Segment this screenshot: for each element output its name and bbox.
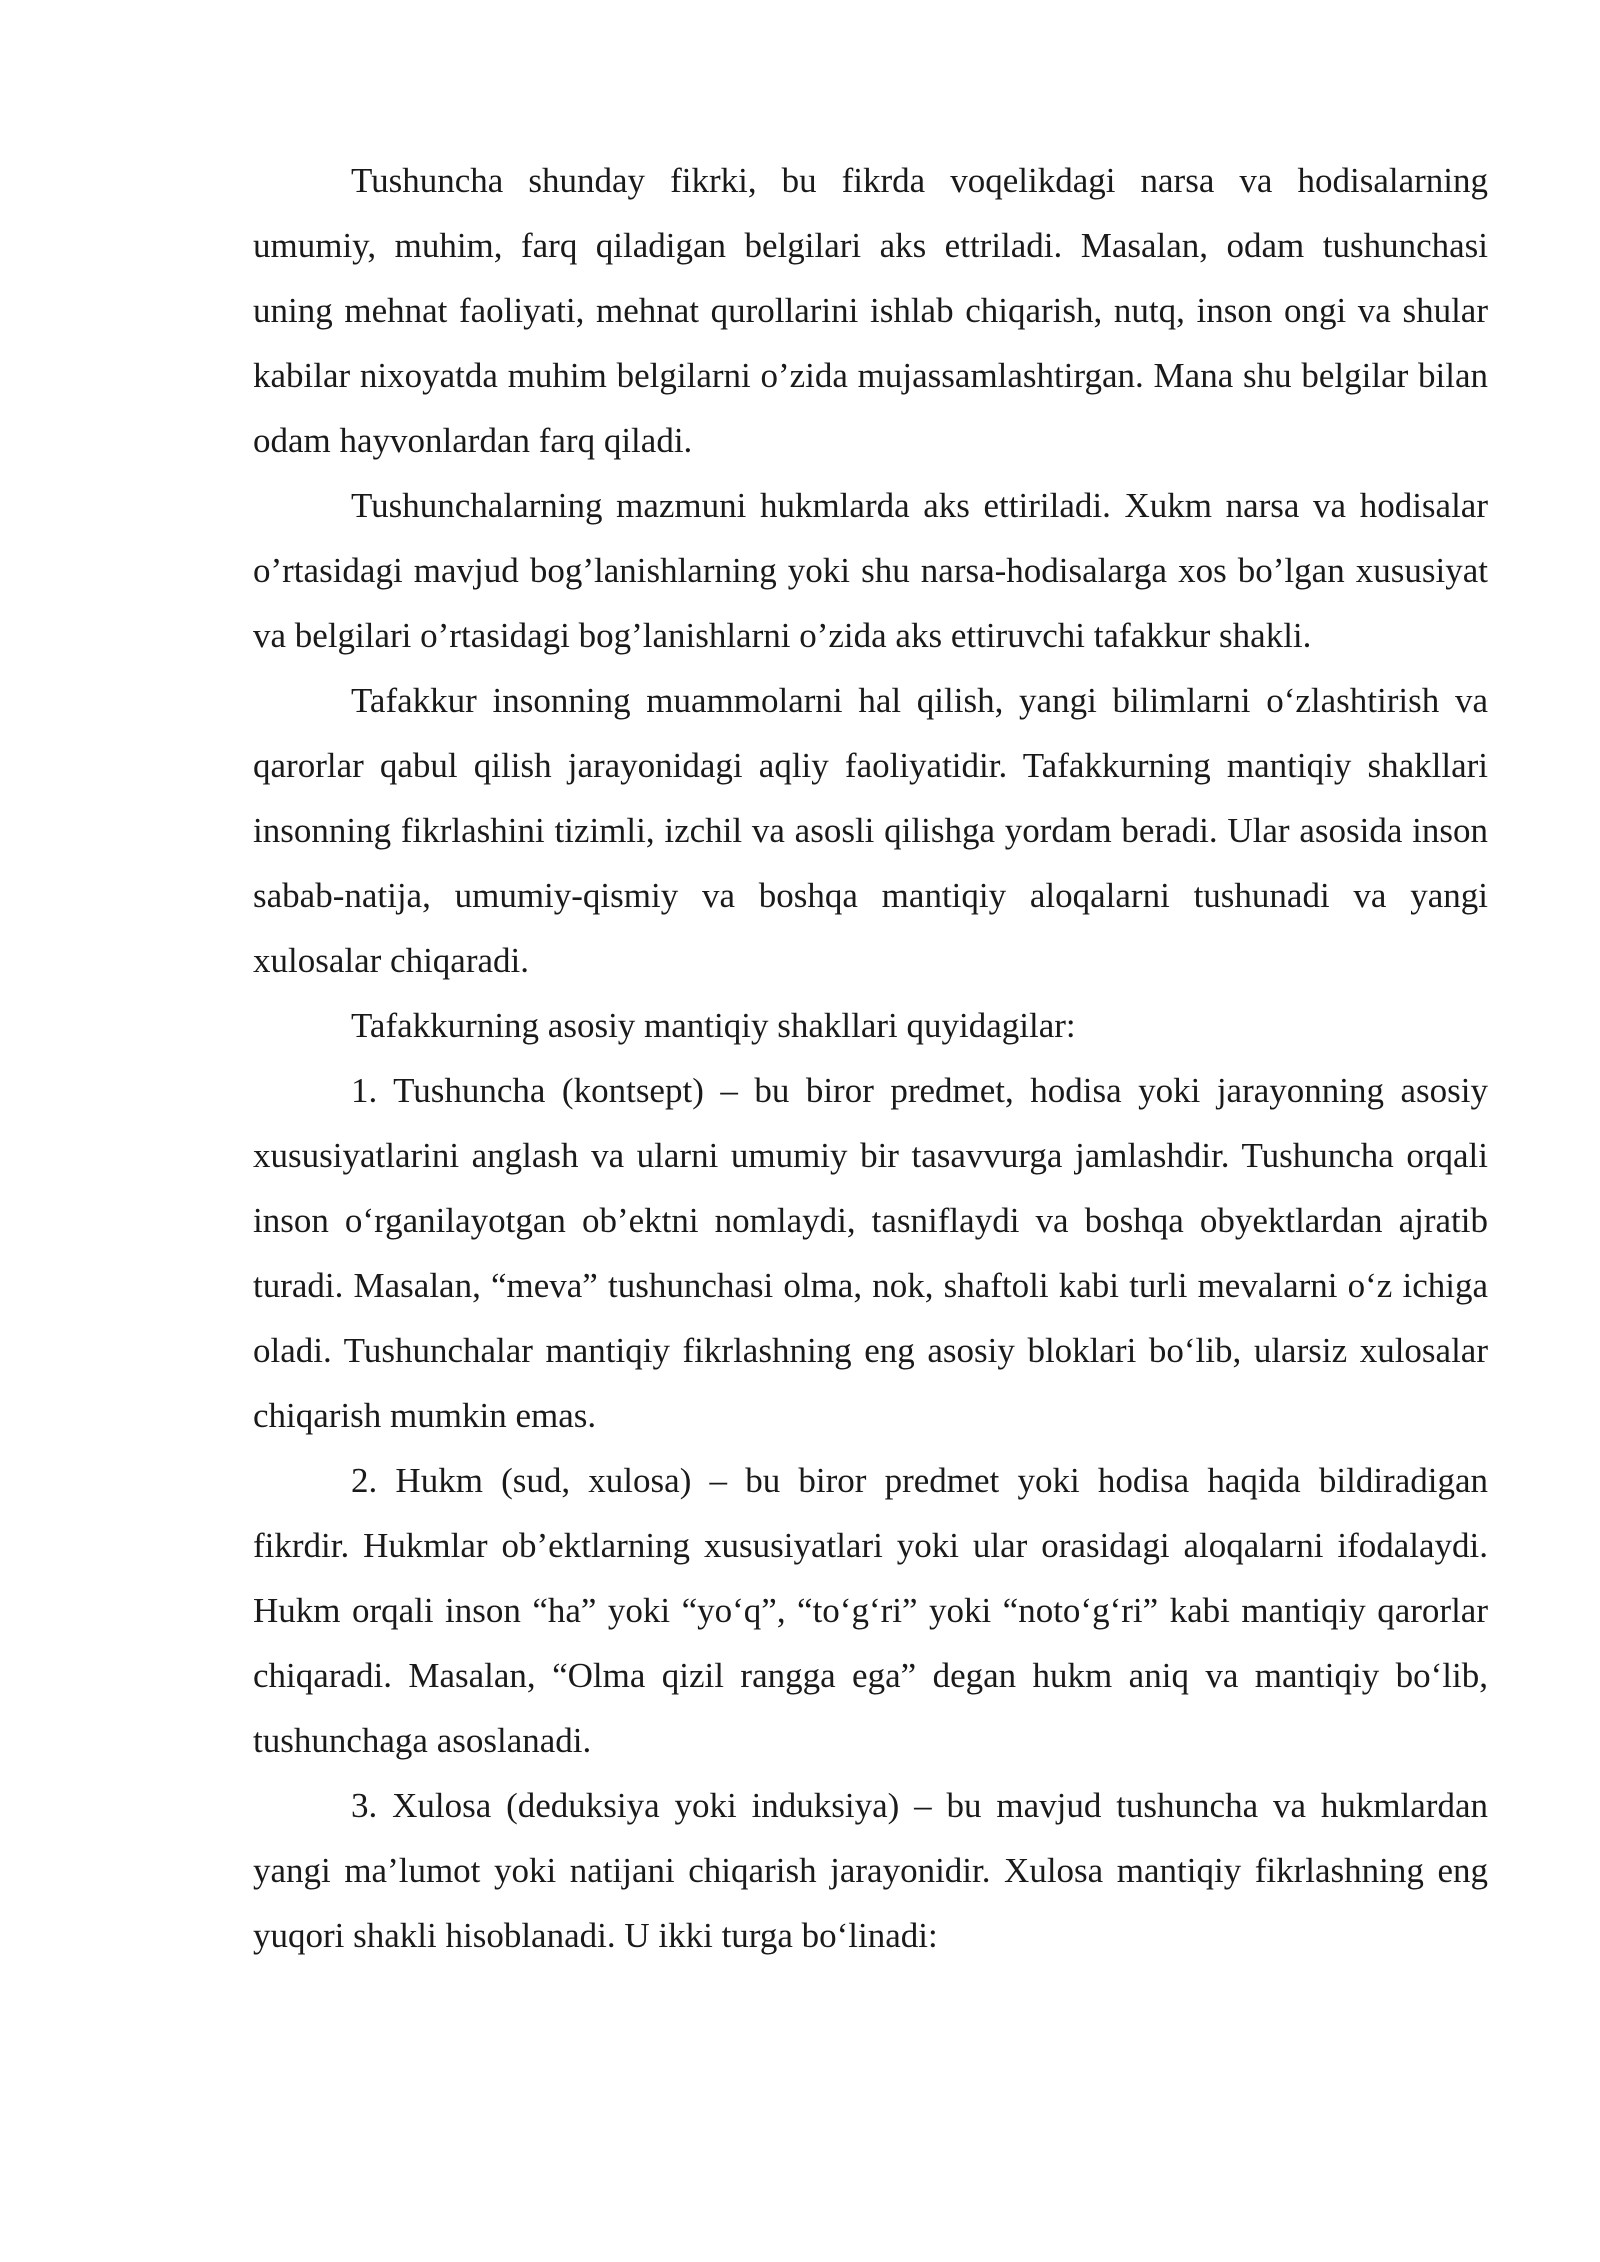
list-item-hukm: 2. Hukm (sud, xulosa) – bu biror predmet yoki hodisa haqida bildiradigan fikrdir. Hukmlar ob’ektlarning xususiyatlari yoki ular orasidagi aloqalarni ifodalaydi. Hukm orqali inson “ha” yoki “yo‘q”, “to‘g‘ri” yoki “noto‘g‘ri” kabi mantiqiy qarorlar chiqaradi. Masalan, “Olma qizil rangga ega” degan hukm aniq va mantiqiy bo‘lib, tushunchaga asoslanadi.	[253, 1461, 1488, 1760]
paragraph-tafakkur: Tafakkur insonning muammolarni hal qilish, yangi bilimlarni o‘zlashtirish va qarorlar qabul qilish jarayonidagi aqliy faoliyatidir. Tafakkurning mantiqiy shakllari insonning fikrlashini tizimli, izchil va asosli qilishga yordam beradi. Ular asosida inson sabab-natija, umumiy-qismiy va boshqa mantiqiy aloqalarni tushunadi va yangi xulosalar chiqaradi.	[253, 681, 1488, 980]
list-item-tushuncha: 1. Tushuncha (kontsept) – bu biror predmet, hodisa yoki jarayonning asosiy xususiyatlarini anglash va ularni umumiy bir tasavvurga jamlashdir. Tushuncha orqali inson o‘rganilayotgan ob’ektni nomlaydi, tasniflaydi va boshqa obyektlardan ajratib turadi. Masalan, “meva” tushunchasi olma, nok, shaftoli kabi turli mevalarni o‘z ichiga oladi. Tushunchalar mantiqiy fikrlashning eng asosiy bloklari bo‘lib, ularsiz xulosalar chiqarish mumkin emas.	[253, 1071, 1488, 1435]
paragraph-tushunchalar-mazmuni: Tushunchalarning mazmuni hukmlarda aks ettiriladi. Xukm narsa va hodisalar o’rtasidagi mavjud bog’lanishlarning yoki shu narsa-hodisalarga xos bo’lgan xususiyat va belgilari o’rtasidagi bog’lanishlarni o’zida aks ettiruvchi tafakkur shakli.	[253, 486, 1488, 655]
document-body	[253, 148, 1488, 1968]
paragraph-mantiqiy-shakllar-intro: Tafakkurning asosiy mantiqiy shakllari quyidagilar:	[351, 1006, 1076, 1045]
list-item-xulosa: 3. Xulosa (deduksiya yoki induksiya) – bu mavjud tushuncha va hukmlardan yangi ma’lumot yoki natijani chiqarish jarayonidir. Xulosa mantiqiy fikrlashning eng yuqori shakli hisoblanadi. U ikki turga bo‘linadi:	[253, 1786, 1488, 1955]
paragraph-tushuncha-definition: Tushuncha shunday fikrki, bu fikrda voqelikdagi narsa va hodisalarning umumiy, muhim, farq qiladigan belgilari aks ettriladi. Masalan, odam tushunchasi uning mehnat faoliyati, mehnat qurollarini ishlab chiqarish, nutq, inson ongi va shular kabilar nixoyatda muhim belgilarni o’zida mujassamlashtirgan. Mana shu belgilar bilan odam hayvonlardan farq qiladi.	[253, 161, 1488, 460]
